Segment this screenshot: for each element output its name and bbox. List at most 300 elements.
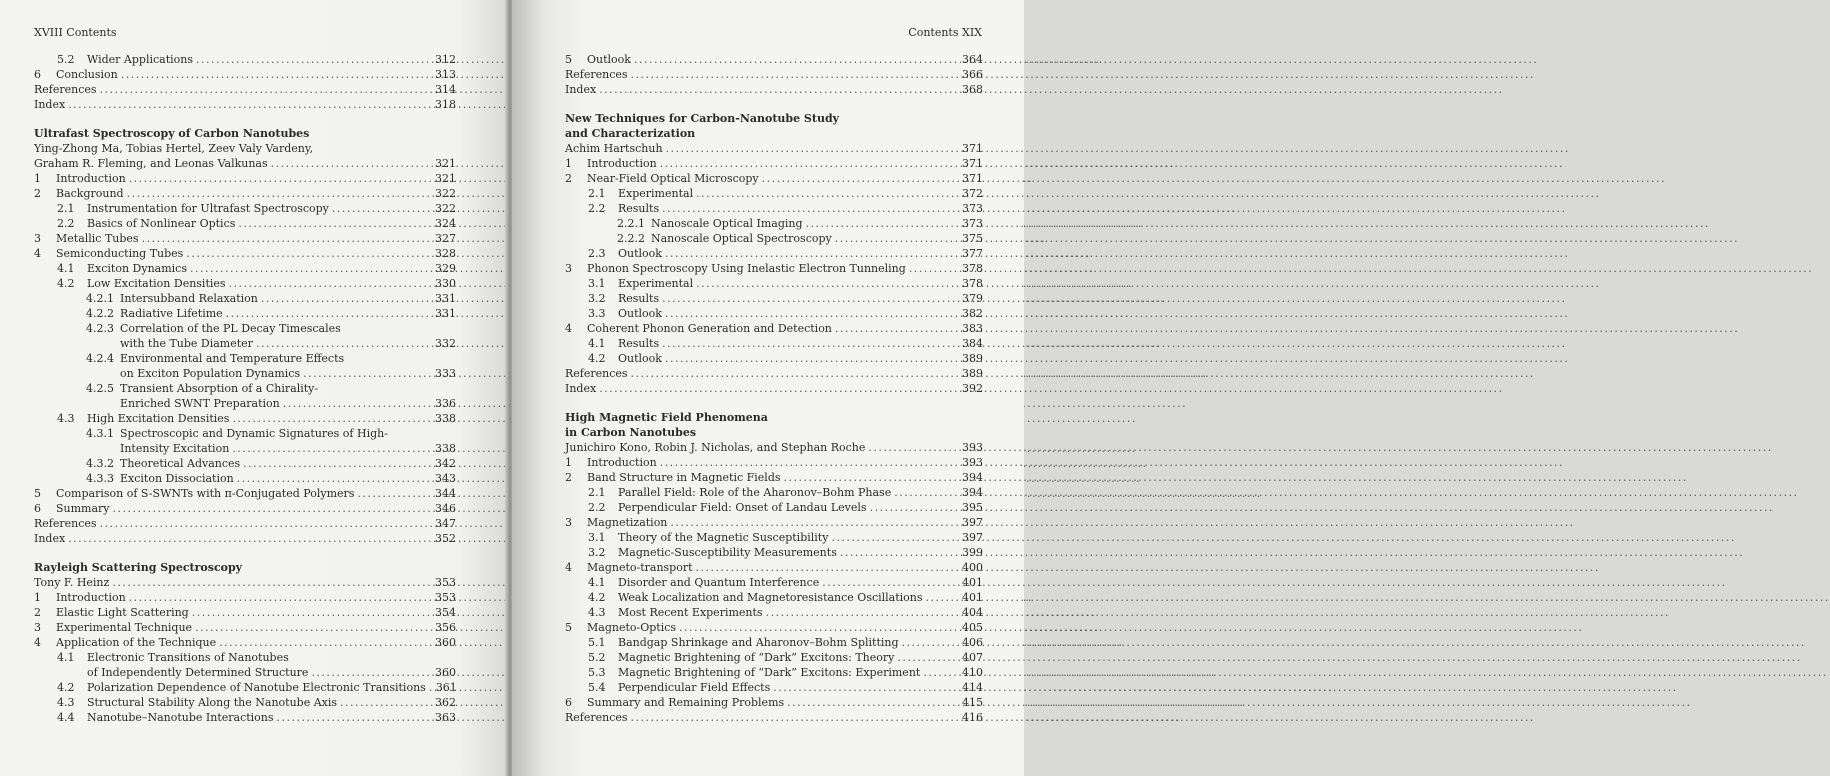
page-number: 322 xyxy=(435,187,456,200)
section-title: Outlook xyxy=(587,53,631,66)
toc-entry[interactable] xyxy=(34,171,456,186)
page-number: 384 xyxy=(962,337,983,350)
page-number: 397 xyxy=(962,531,983,544)
section-number: 4.2.2 xyxy=(86,307,114,320)
section-number: 4.1 xyxy=(57,262,75,275)
toc-entry[interactable] xyxy=(34,82,456,97)
section-number: 6 xyxy=(34,502,41,515)
toc-entry[interactable] xyxy=(565,605,983,620)
section-title: Elastic Light Scattering xyxy=(56,606,189,619)
section-number: 1 xyxy=(34,172,41,185)
page-number: 353 xyxy=(435,591,456,604)
dot-leader xyxy=(261,291,432,306)
toc-entry[interactable] xyxy=(34,291,456,306)
page-number: 364 xyxy=(962,53,983,66)
left-page xyxy=(0,0,510,776)
section-title: Semiconducting Tubes xyxy=(56,247,184,260)
page-number: 344 xyxy=(435,487,456,500)
page-number: 389 xyxy=(962,367,983,380)
dot-leader xyxy=(902,635,959,650)
section-title: Exciton Dissociation xyxy=(120,472,234,485)
section-title: Results xyxy=(618,292,660,305)
section-title: Outlook xyxy=(618,247,662,260)
toc-entry[interactable] xyxy=(565,321,983,336)
section-title: References xyxy=(34,517,97,530)
dot-leader xyxy=(192,605,432,620)
section-title: Achim Hartschuh xyxy=(565,142,663,155)
page-number: 379 xyxy=(962,292,983,305)
dot-leader xyxy=(666,141,959,156)
dot-leader xyxy=(806,216,959,231)
toc-right xyxy=(565,52,983,725)
section-number: 5.2 xyxy=(588,651,606,664)
page-number: 336 xyxy=(435,397,456,410)
toc-entry[interactable] xyxy=(34,186,456,201)
toc-entry[interactable] xyxy=(565,186,983,201)
toc-entry[interactable] xyxy=(34,97,456,112)
toc-entry[interactable] xyxy=(565,470,983,485)
dot-leader xyxy=(631,67,959,82)
section-gap xyxy=(34,112,456,126)
toc-entry[interactable] xyxy=(34,231,456,246)
page-number: 331 xyxy=(435,292,456,305)
section-title: Experimental Technique xyxy=(56,621,193,634)
dot-leader xyxy=(909,261,959,276)
page-number: 322 xyxy=(435,202,456,215)
section-title: Coherent Phonon Generation and Detection xyxy=(587,322,832,335)
dot-leader xyxy=(665,306,959,321)
section-title: References xyxy=(565,367,628,380)
toc-entry[interactable] xyxy=(34,351,456,366)
toc-entry[interactable] xyxy=(565,82,983,97)
dot-leader xyxy=(237,471,432,486)
toc-entry[interactable] xyxy=(565,635,983,650)
page-number: 321 xyxy=(435,172,456,185)
toc-entry[interactable] xyxy=(34,441,456,456)
section-number: 2 xyxy=(565,172,572,185)
section-title: Theory of the Magnetic Susceptibility xyxy=(618,531,829,544)
toc-entry[interactable] xyxy=(565,590,983,605)
right-page xyxy=(512,0,1024,776)
page-number: 321 xyxy=(435,157,456,170)
dot-leader xyxy=(696,276,959,291)
page-number: 415 xyxy=(962,696,983,709)
dot-leader xyxy=(679,620,959,635)
toc-entry[interactable] xyxy=(34,261,456,276)
page-number: 383 xyxy=(962,322,983,335)
toc-entry[interactable] xyxy=(565,680,983,695)
dot-leader xyxy=(113,501,432,516)
toc-entry[interactable] xyxy=(34,366,456,381)
toc-entry[interactable] xyxy=(34,486,456,501)
section-number: 4.3.1 xyxy=(86,427,114,440)
section-title: Phonon Spectroscopy Using Inelastic Electron Tunneling xyxy=(587,262,906,275)
section-title: Results xyxy=(618,202,660,215)
section-number: 4.2.4 xyxy=(86,352,114,365)
section-title: Index xyxy=(565,382,597,395)
section-number: 1 xyxy=(565,456,572,469)
toc-entry[interactable] xyxy=(565,171,983,186)
page-number: 389 xyxy=(962,352,983,365)
dot-leader xyxy=(332,201,432,216)
section-number: 4.1 xyxy=(57,651,75,664)
section-number: 3 xyxy=(34,621,41,634)
page-number: 371 xyxy=(962,157,983,170)
section-title: Outlook xyxy=(618,352,662,365)
section-number: 2.2.2 xyxy=(617,232,645,245)
dot-leader xyxy=(196,52,432,67)
dot-leader xyxy=(894,485,959,500)
section-number: 4.2 xyxy=(57,277,75,290)
toc-entry[interactable] xyxy=(565,67,983,82)
dot-leader xyxy=(68,97,432,112)
dot-leader xyxy=(665,351,959,366)
section-number: 3 xyxy=(565,516,572,529)
section-number: 4.1 xyxy=(588,576,606,589)
toc-entry[interactable] xyxy=(34,471,456,486)
section-number: 5.1 xyxy=(588,636,606,649)
section-title: Application of the Technique xyxy=(56,636,217,649)
page-number: 360 xyxy=(435,636,456,649)
dot-leader xyxy=(195,620,432,635)
section-title: Introduction xyxy=(56,172,126,185)
page-number: 404 xyxy=(962,606,983,619)
page-number: 378 xyxy=(962,277,983,290)
section-number: 6 xyxy=(565,696,572,709)
toc-entry[interactable] xyxy=(34,396,456,411)
toc-entry[interactable] xyxy=(565,246,983,261)
dot-leader xyxy=(127,186,432,201)
section-title: Nanoscale Optical Imaging xyxy=(651,217,803,230)
section-title: Introduction xyxy=(56,591,126,604)
dot-leader xyxy=(784,470,959,485)
section-number: 3 xyxy=(565,262,572,275)
section-number: 2.2 xyxy=(57,217,75,230)
toc-entry[interactable] xyxy=(34,156,456,171)
section-title: Metallic Tubes xyxy=(56,232,139,245)
toc-entry[interactable] xyxy=(565,545,983,560)
toc-entry[interactable] xyxy=(34,635,456,650)
page-number: 338 xyxy=(435,412,456,425)
page-number: 324 xyxy=(435,217,456,230)
toc-entry[interactable] xyxy=(565,216,983,231)
section-title: Results xyxy=(618,337,660,350)
toc-entry[interactable] xyxy=(34,67,456,82)
section-title: Bandgap Shrinkage and Aharonov–Bohm Splitting xyxy=(618,636,899,649)
toc-entry[interactable] xyxy=(34,381,456,396)
toc-entry[interactable] xyxy=(34,321,456,336)
section-gap xyxy=(565,396,983,410)
section-title: Most Recent Experiments xyxy=(618,606,763,619)
section-number: 2.2 xyxy=(588,202,606,215)
toc-entry[interactable] xyxy=(34,426,456,441)
section-number: 4.3.3 xyxy=(86,472,114,485)
dot-leader xyxy=(696,186,959,201)
dot-leader xyxy=(129,590,432,605)
page-number: 353 xyxy=(435,576,456,589)
page-number: 373 xyxy=(962,217,983,230)
toc-entry[interactable] xyxy=(565,306,983,321)
toc-entry[interactable] xyxy=(34,411,456,426)
toc-entry[interactable] xyxy=(565,336,983,351)
dot-leader xyxy=(696,560,959,575)
page-number: 405 xyxy=(962,621,983,634)
toc-entry[interactable] xyxy=(565,52,983,67)
toc-entry[interactable] xyxy=(34,575,456,590)
toc-entry[interactable] xyxy=(565,710,983,725)
section-number: 3.3 xyxy=(588,307,606,320)
toc-entry[interactable] xyxy=(565,695,983,710)
section-number: 4 xyxy=(34,636,41,649)
toc-entry[interactable] xyxy=(34,531,456,546)
section-number: 5 xyxy=(34,487,41,500)
toc-entry[interactable] xyxy=(34,710,456,725)
section-title: Graham R. Fleming, and Leonas Valkunas xyxy=(34,157,268,170)
toc-entry[interactable] xyxy=(565,440,983,455)
section-number: 4.3 xyxy=(588,606,606,619)
toc-entry[interactable] xyxy=(565,515,983,530)
dot-leader xyxy=(923,665,959,680)
toc-entry[interactable] xyxy=(565,620,983,635)
section-title: Exciton Dynamics xyxy=(87,262,187,275)
page-number: 331 xyxy=(435,307,456,320)
dot-leader xyxy=(868,440,959,455)
toc-entry[interactable] xyxy=(565,276,983,291)
section-title: Wider Applications xyxy=(87,53,194,66)
section-title: Band Structure in Magnetic Fields xyxy=(587,471,781,484)
toc-entry[interactable] xyxy=(34,650,456,665)
page-number: 312 xyxy=(435,53,456,66)
dot-leader xyxy=(112,575,432,590)
dot-leader xyxy=(662,201,959,216)
dot-leader xyxy=(660,156,959,171)
dot-leader xyxy=(787,695,959,710)
toc-entry[interactable] xyxy=(34,456,456,471)
page-number: 314 xyxy=(435,83,456,96)
dot-leader xyxy=(100,82,432,97)
dot-leader xyxy=(340,695,432,710)
section-title: Nanoscale Optical Spectroscopy xyxy=(651,232,832,245)
section-title: Magnetic Brightening of “Dark” Excitons: Experiment xyxy=(618,666,921,679)
toc-entry[interactable] xyxy=(34,246,456,261)
running-head-left: XVIII Contents xyxy=(34,26,117,39)
section-title: Perpendicular Field Effects xyxy=(618,681,771,694)
page-number: 328 xyxy=(435,247,456,260)
toc-entry[interactable] xyxy=(565,201,983,216)
section-title: Junichiro Kono, Robin J. Nicholas, and Stephan Roche xyxy=(565,441,866,454)
section-number: 4.1 xyxy=(588,337,606,350)
page-number: 375 xyxy=(962,232,983,245)
dot-leader xyxy=(229,276,432,291)
section-number: 3.1 xyxy=(588,531,606,544)
section-title: Outlook xyxy=(618,307,662,320)
dot-leader xyxy=(670,515,959,530)
page-number: 392 xyxy=(962,382,983,395)
dot-leader xyxy=(232,441,432,456)
toc-entry[interactable] xyxy=(34,336,456,351)
dot-leader xyxy=(762,171,959,186)
section-title: Magnetic-Susceptibility Measurements xyxy=(618,546,837,559)
section-number: 5 xyxy=(565,53,572,66)
section-number: 4.2.3 xyxy=(86,322,114,335)
toc-entry[interactable] xyxy=(34,590,456,605)
section-title: Electronic Transitions of Nanotubes xyxy=(87,651,289,664)
section-title: Magnetic Brightening of “Dark” Excitons: Theory xyxy=(618,651,895,664)
section-title: Index xyxy=(34,98,66,111)
toc-entry[interactable] xyxy=(565,575,983,590)
section-number: 3.2 xyxy=(588,292,606,305)
section-title: Magneto-Optics xyxy=(587,621,677,634)
section-number: 2.1 xyxy=(588,187,606,200)
chapter-title: Rayleigh Scattering Spectroscopy xyxy=(34,561,243,574)
section-number: 4.2.1 xyxy=(86,292,114,305)
section-title: Low Excitation Densities xyxy=(87,277,226,290)
section-number: 2.2 xyxy=(588,501,606,514)
section-title: Spectroscopic and Dynamic Signatures of High- xyxy=(120,427,388,440)
toc-entry[interactable] xyxy=(565,665,983,680)
dot-leader xyxy=(311,665,432,680)
toc-entry[interactable] xyxy=(565,261,983,276)
dot-leader xyxy=(665,246,959,261)
page-number: 377 xyxy=(962,247,983,260)
dot-leader xyxy=(121,67,432,82)
dot-leader xyxy=(186,246,432,261)
section-title: Instrumentation for Ultrafast Spectroscopy xyxy=(87,202,329,215)
section-title: References xyxy=(565,711,628,724)
section-title: Comparison of S-SWNTs with π-Conjugated Polymers xyxy=(56,487,355,500)
page-number: 360 xyxy=(435,666,456,679)
page-number: 378 xyxy=(962,262,983,275)
section-title: Nanotube–Nanotube Interactions xyxy=(87,711,274,724)
running-head-right: Contents XIX xyxy=(908,26,982,39)
toc-entry[interactable] xyxy=(565,530,983,545)
toc-entry[interactable] xyxy=(34,52,456,67)
toc-entry[interactable] xyxy=(34,620,456,635)
toc-entry[interactable] xyxy=(565,366,983,381)
toc-entry[interactable] xyxy=(565,500,983,515)
section-gap xyxy=(565,97,983,111)
section-number: 2.1 xyxy=(57,202,75,215)
toc-entry[interactable] xyxy=(565,560,983,575)
section-number: 1 xyxy=(34,591,41,604)
page-number: 410 xyxy=(962,666,983,679)
dot-leader xyxy=(599,82,959,97)
dot-leader xyxy=(897,650,959,665)
section-title: Intensity Excitation xyxy=(120,442,230,455)
toc-entry[interactable] xyxy=(565,141,983,156)
section-title: Index xyxy=(565,83,597,96)
section-number: 5.4 xyxy=(588,681,606,694)
page-number: 395 xyxy=(962,501,983,514)
toc-entry[interactable] xyxy=(34,276,456,291)
page-number: 373 xyxy=(962,202,983,215)
toc-entry[interactable] xyxy=(565,455,983,470)
dot-leader xyxy=(100,516,432,531)
dot-leader xyxy=(129,171,432,186)
toc-entry[interactable] xyxy=(565,231,983,246)
page-number: 397 xyxy=(962,516,983,529)
page-number: 406 xyxy=(962,636,983,649)
section-number: 4 xyxy=(565,322,572,335)
page-number: 371 xyxy=(962,172,983,185)
section-number: 4.2.5 xyxy=(86,382,114,395)
dot-leader xyxy=(283,396,432,411)
page-number: 343 xyxy=(435,472,456,485)
section-title: Perpendicular Field: Onset of Landau Levels xyxy=(618,501,867,514)
page-number: 371 xyxy=(962,142,983,155)
page-number: 318 xyxy=(435,98,456,111)
section-number: 5 xyxy=(565,621,572,634)
section-number: 2 xyxy=(565,471,572,484)
section-number: 4.3.2 xyxy=(86,457,114,470)
toc-entry[interactable] xyxy=(565,485,983,500)
section-title: Enriched SWNT Preparation xyxy=(120,397,280,410)
dot-leader xyxy=(662,291,959,306)
toc-entry[interactable] xyxy=(34,680,456,695)
toc-entry[interactable] xyxy=(34,605,456,620)
section-title: Parallel Field: Role of the Aharonov–Bohm Phase xyxy=(618,486,892,499)
toc-entry[interactable] xyxy=(34,695,456,710)
dot-leader xyxy=(831,530,959,545)
section-gap xyxy=(34,546,456,560)
toc-entry[interactable] xyxy=(565,650,983,665)
dot-leader xyxy=(773,680,959,695)
toc-entry[interactable] xyxy=(565,351,983,366)
page-number: 393 xyxy=(962,456,983,469)
toc-entry[interactable] xyxy=(565,381,983,396)
section-number: 2 xyxy=(34,606,41,619)
section-number: 5.2 xyxy=(57,53,75,66)
toc-entry[interactable] xyxy=(34,665,456,680)
section-title: of Independently Determined Structure xyxy=(87,666,309,679)
toc-entry[interactable] xyxy=(34,201,456,216)
page-number: 333 xyxy=(435,367,456,380)
chapter-authors: Ying-Zhong Ma, Tobias Hertel, Zeev Valy Vardeny, xyxy=(34,142,314,155)
dot-leader xyxy=(662,336,959,351)
toc-entry[interactable] xyxy=(34,216,456,231)
dot-leader xyxy=(634,52,959,67)
dot-leader xyxy=(599,381,959,396)
page-number: 361 xyxy=(435,681,457,694)
page-number: 372 xyxy=(962,187,983,200)
section-title: Radiative Lifetime xyxy=(120,307,223,320)
toc-entry[interactable] xyxy=(565,291,983,306)
page-number: 362 xyxy=(435,696,456,709)
toc-entry[interactable] xyxy=(34,516,456,531)
section-title: Tony F. Heinz xyxy=(34,576,110,589)
dot-leader xyxy=(926,590,959,605)
page-number: 330 xyxy=(435,277,456,290)
toc-entry[interactable] xyxy=(34,501,456,516)
page-number: 352 xyxy=(435,532,456,545)
section-title: Disorder and Quantum Interference xyxy=(618,576,820,589)
page-number: 332 xyxy=(435,337,456,350)
toc-left xyxy=(34,52,456,725)
section-title: Theoretical Advances xyxy=(120,457,241,470)
section-number: 4.2 xyxy=(588,591,606,604)
section-number: 4 xyxy=(565,561,572,574)
section-title: with the Tube Diameter xyxy=(120,337,253,350)
toc-entry[interactable] xyxy=(565,156,983,171)
toc-entry[interactable] xyxy=(34,306,456,321)
page-number: 356 xyxy=(435,621,456,634)
page-number: 363 xyxy=(435,711,456,724)
dot-leader xyxy=(219,635,432,650)
dot-leader xyxy=(840,545,959,560)
section-number: 4 xyxy=(34,247,41,260)
chapter-title: and Characterization xyxy=(565,127,696,140)
section-number: 1 xyxy=(565,157,572,170)
